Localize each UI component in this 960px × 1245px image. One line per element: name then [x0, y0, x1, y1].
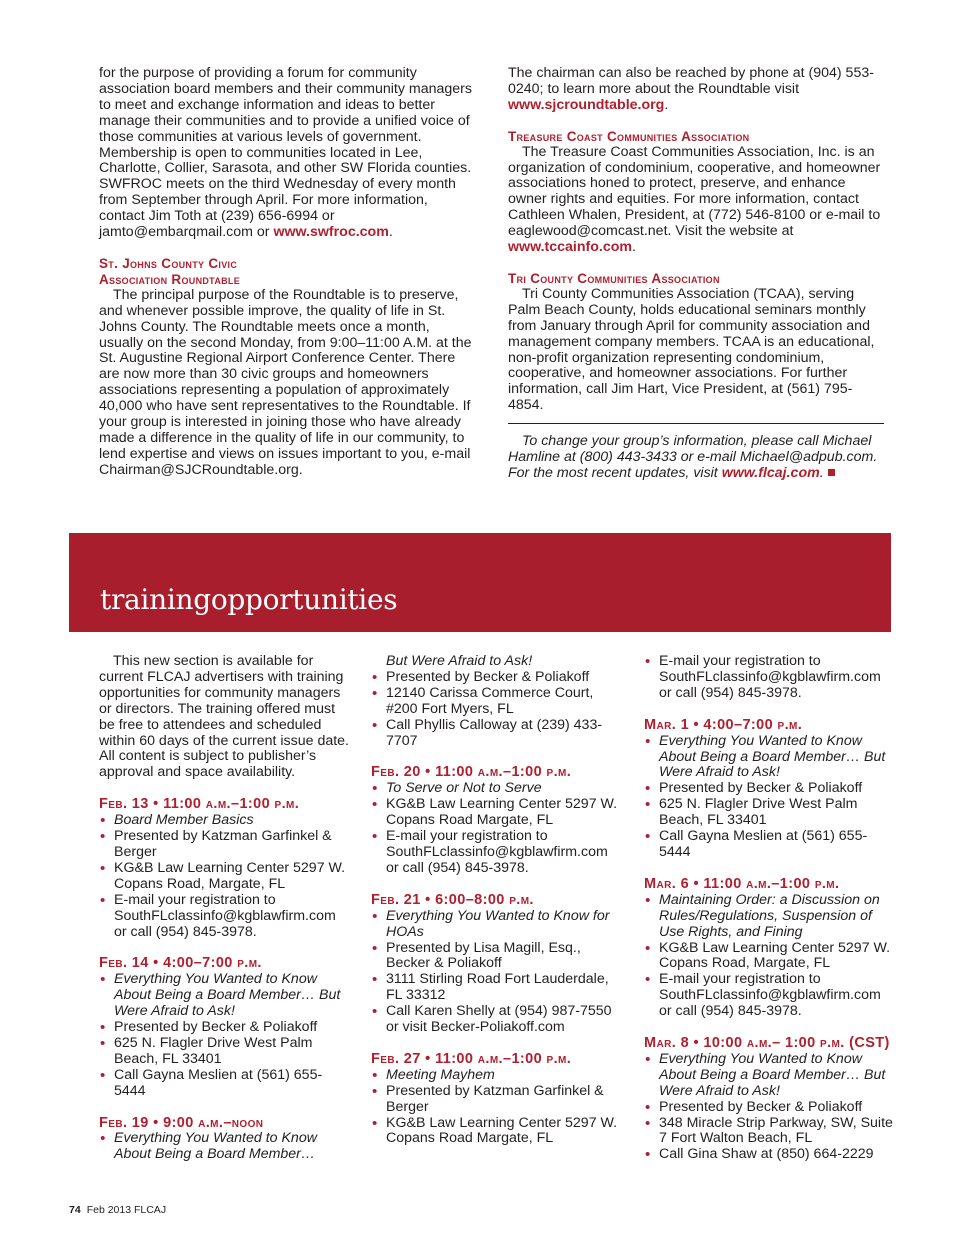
tccainfo-link[interactable]: www.tccainfo.com: [508, 239, 633, 256]
divider-line: [508, 423, 884, 424]
list-item: • E-mail your registration to SouthFLclassinfo@kgblawfirm.com or call (954) 845-3978.: [371, 829, 621, 877]
flcaj-link[interactable]: www.flcaj.com: [721, 464, 820, 481]
event-list-mar6: [644, 893, 894, 1020]
list-item: • 3111 Stirling Road Fort Lauderdale, FL 33312: [371, 972, 621, 1004]
list-item: • Call Phyllis Calloway at (239) 433-7707: [371, 718, 621, 750]
list-item: • 348 Miracle Strip Parkway, SW, Suite 7 Fort Walton Beach, FL: [644, 1116, 894, 1148]
training-column-2: [371, 654, 621, 1147]
training-intro: This new section is available for current FLCAJ advertisers with training opportunities for community managers or directors. The training offered must be free to attendees and scheduled within 60 days of the current issue date. All content is subject to publisher’s approval and space availability.: [99, 653, 349, 781]
section-banner: [69, 533, 891, 632]
list-item: • Presented by Katzman Garfinkel & Berger: [371, 1084, 621, 1116]
event-heading-feb21: Feb. 21 • 6:00–8:00 p.m.: [371, 891, 534, 908]
training-column-3: [644, 654, 894, 1163]
end-square-icon: [828, 469, 835, 476]
list-item: • Call Gayna Meslien at (561) 655-5444: [99, 1068, 349, 1100]
swfroc-paragraph: for the purpose of providing a forum for community association board members and their community managers to meet and exchange information and ideas to better manage their communities and to provide a unified voice of those communities at various levels of government. Membership is open to communities located in Lee, Charlotte, Collier, Sarasota, and other SW Florida counties. SWFROC meets on the third Wednesday of every month from September through April. For more information, contact Jim Toth at (239) 656-6994 or jamto@embarqmail.com or www.swfroc.com.: [99, 65, 472, 241]
event-list-mar8: [644, 1052, 894, 1163]
section-title: trainingopportunities: [100, 583, 398, 616]
list-item: • Board Member Basics: [99, 813, 349, 829]
event-heading-feb20: Feb. 20 • 11:00 a.m.–1:00 p.m.: [371, 764, 572, 781]
stjohns-body: The principal purpose of the Roundtable is to preserve, and whenever possible improve, the quality of life in St. Johns County. The Roundtable meets once a month, usually on the second Monday, from 9:00–11:00 A.M. at the St. Augustine Regional Airport Conference Center. There are now more than 30 civic groups and homeowners associations representing a population of approximately 40,000 who have sent representatives to the Roundtable. If your group is interested in joining those who have already made a difference in the quality of life in our community, to lend expertise and views on issues important to you, e-mail Chairman@SJCRoundtable.org.: [99, 286, 472, 478]
list-item: • Maintaining Order: a Discussion on Rules/Regulations, Suspension of Use Rights, and Fining: [644, 893, 894, 941]
list-item: • Presented by Becker & Poliakoff: [371, 670, 621, 686]
list-item: • Presented by Becker & Poliakoff: [99, 1020, 349, 1036]
list-item: • E-mail your registration to SouthFLclassinfo@kgblawfirm.com or call (954) 845-3978.: [644, 654, 894, 702]
page-number: 74: [69, 1204, 81, 1216]
event-list-feb19: [99, 1131, 349, 1163]
list-item: • Everything You Wanted to Know About Being a Board Member…: [99, 1131, 349, 1163]
list-item: • E-mail your registration to SouthFLclassinfo@kgblawfirm.com or call (954) 845-3978.: [644, 972, 894, 1020]
list-item: • 625 N. Flagler Drive West Palm Beach, FL 33401: [644, 797, 894, 829]
event-heading-feb14: Feb. 14 • 4:00–7:00 p.m.: [99, 955, 262, 972]
list-item: • Everything You Wanted to Know for HOAs: [371, 909, 621, 941]
event-heading-mar6: Mar. 6 • 11:00 a.m.–1:00 p.m.: [644, 875, 840, 892]
event-list-feb14: [99, 972, 349, 1099]
change-info-note: To change your group’s information, please call Michael Hamline at (800) 443-3433 or e-mail Michael@adpub.com. For the most recent updates, visit www.flcaj.com.: [508, 433, 878, 481]
tri-county-body: Tri County Communities Association (TCAA), serving Palm Beach County, holds educational seminars monthly from January through April for community association and management company members. TCAA is an educational, non-profit organization representing condominium, cooperative, and homeowner associations. For further information, call Jim Hart, Vice President, at (561) 795-4854.: [508, 285, 875, 414]
event-list-feb27-cont: [644, 654, 894, 702]
list-item: • Everything You Wanted to Know About Being a Board Member… But Were Afraid to Ask!: [644, 734, 894, 782]
event-list-feb20: [371, 781, 621, 876]
list-item: • Everything You Wanted to Know About Being a Board Member… But Were Afraid to Ask!: [644, 1052, 894, 1100]
event-list-feb13: [99, 813, 349, 940]
list-item: • E-mail your registration to SouthFLclassinfo@kgblawfirm.com or call (954) 845-3978.: [99, 893, 349, 941]
issue-label: Feb 2013 FLCAJ: [86, 1204, 167, 1216]
list-item: • Presented by Becker & Poliakoff: [644, 1100, 894, 1116]
list-item: • KG&B Law Learning Center 5297 W. Copans Road, Margate, FL: [644, 941, 894, 973]
list-item: • Presented by Katzman Garfinkel & Berger: [99, 829, 349, 861]
list-item: • 625 N. Flagler Drive West Palm Beach, FL 33401: [99, 1036, 349, 1068]
list-item: • Everything You Wanted to Know About Being a Board Member… But Were Afraid to Ask!: [99, 972, 349, 1020]
list-item: • Meeting Mayhem: [371, 1068, 621, 1084]
page-footer: [69, 1204, 166, 1216]
list-item: • To Serve or Not to Serve: [371, 781, 621, 797]
event-heading-mar1: Mar. 1 • 4:00–7:00 p.m.: [644, 716, 803, 733]
event-heading-mar8: Mar. 8 • 10:00 a.m.– 1:00 p.m. (CST): [644, 1035, 890, 1052]
treasure-coast-body: The Treasure Coast Communities Association, Inc. is an organization of condominium, cooperative, and homeowner associations honed to protect, preserve, and enhance owner rights and equities. For more information, contact Cathleen Whalen, President, at (772) 546-8100 or e-mail to eaglewood@comcast.net. Visit the website at www.tccainfo.com.: [508, 143, 881, 256]
treasure-coast-heading: Treasure Coast Communities Association: [508, 128, 750, 144]
list-item: • KG&B Law Learning Center 5297 W. Copans Road Margate, FL: [371, 1116, 621, 1148]
swfroc-link[interactable]: www.swfroc.com: [273, 224, 389, 241]
tri-county-heading: Tri County Communities Association: [508, 270, 720, 286]
list-item: • Call Karen Shelly at (954) 987-7550 or visit Becker-Poliakoff.com: [371, 1004, 621, 1036]
training-column-1: [99, 654, 349, 1163]
list-item: • KG&B Law Learning Center 5297 W. Copans Road, Margate, FL: [99, 861, 349, 893]
top-right-column: [508, 66, 884, 482]
list-item: • Presented by Becker & Poliakoff: [644, 781, 894, 797]
list-item: • 12140 Carissa Commerce Court, #200 Fort Myers, FL: [371, 686, 621, 718]
event-list-feb21: [371, 909, 621, 1036]
event-heading-feb19: Feb. 19 • 9:00 a.m.–noon: [99, 1114, 264, 1131]
event-list-mar1: [644, 734, 894, 861]
event-heading-feb27: Feb. 27 • 11:00 a.m.–1:00 p.m.: [371, 1050, 572, 1067]
list-item: • Call Gayna Meslien at (561) 655-5444: [644, 829, 894, 861]
event-heading-feb13: Feb. 13 • 11:00 a.m.–1:00 p.m.: [99, 796, 300, 813]
top-left-column: [99, 66, 475, 479]
sjcroundtable-link[interactable]: www.sjcroundtable.org: [508, 96, 665, 113]
list-item: But Were Afraid to Ask!: [386, 653, 533, 669]
event-list-feb19-cont: [371, 654, 621, 749]
stjohns-heading: St. Johns County Civic Association Roundtable: [99, 255, 241, 287]
list-item: • KG&B Law Learning Center 5297 W. Copans Road Margate, FL: [371, 797, 621, 829]
list-item: • Presented by Lisa Magill, Esq., Becker & Poliakoff: [371, 941, 621, 973]
list-item: • Call Gina Shaw at (850) 664-2229: [644, 1147, 894, 1163]
chairman-paragraph: The chairman can also be reached by phone at (904) 553-0240; to learn more about the Roundtable visit www.sjcroundtable.org.: [508, 65, 874, 113]
event-list-feb27: [371, 1068, 621, 1148]
